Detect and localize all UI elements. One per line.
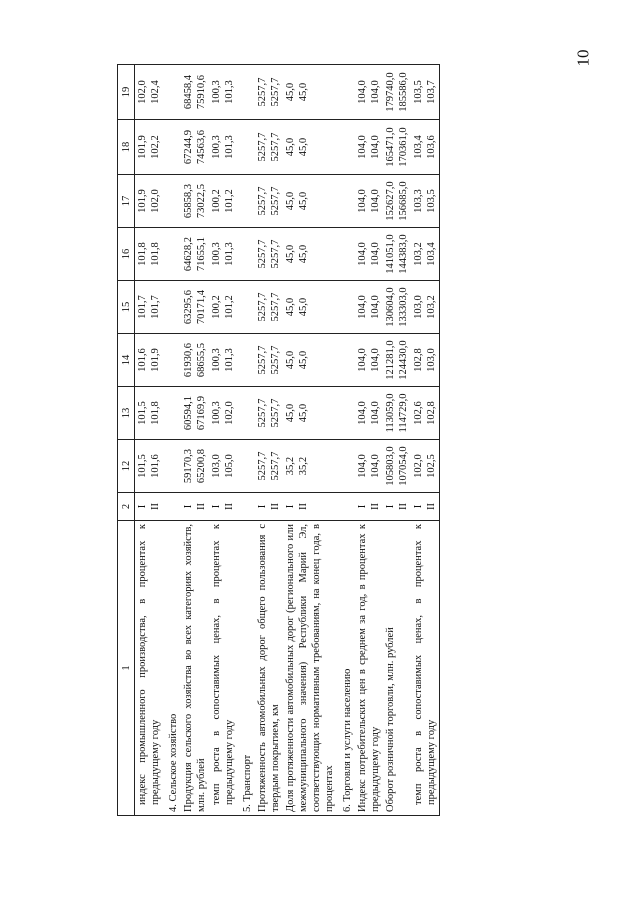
value: 102,8	[413, 348, 424, 372]
value: 75910,6	[196, 74, 207, 110]
header-col-indicator: 1	[118, 521, 135, 816]
value: 101,3	[224, 348, 235, 372]
value: 70171,4	[196, 289, 207, 325]
indicator-label: Индекс потребительских цен в среднем за год, в процентах к предыдущему году	[355, 521, 383, 816]
value: 133303,0	[398, 287, 409, 327]
value-cell	[355, 228, 383, 281]
value: 101,7	[150, 295, 161, 319]
value: 104,0	[370, 189, 381, 213]
value: 170361,0	[398, 127, 409, 167]
value: 45,0	[285, 244, 296, 264]
value-cell	[255, 65, 283, 120]
value-cell	[411, 440, 440, 493]
empty-cell	[163, 120, 181, 175]
value-cell	[411, 334, 440, 387]
header-col-18: 18	[118, 120, 135, 175]
table-header-row	[118, 65, 135, 816]
value-cell	[181, 120, 209, 175]
value: 144383,0	[398, 234, 409, 274]
value: 67244,9	[183, 129, 194, 165]
value: 103,6	[426, 135, 437, 159]
value-cell	[209, 334, 237, 387]
value: 121281,0	[385, 340, 396, 380]
table-row	[411, 65, 440, 816]
empty-cell	[237, 493, 255, 521]
value: 73022,5	[196, 183, 207, 219]
value: 101,9	[137, 189, 148, 213]
table-row	[383, 65, 411, 816]
empty-cell	[237, 334, 255, 387]
value: 103,7	[426, 80, 437, 104]
value: 45,0	[298, 297, 309, 317]
value: 74563,6	[196, 129, 207, 165]
value-cell	[283, 65, 337, 120]
value: 45,0	[298, 82, 309, 102]
value: 65858,3	[183, 183, 194, 219]
value-cell	[181, 387, 209, 440]
value-cell	[383, 281, 411, 334]
value: 5257,7	[257, 345, 268, 375]
value-cell	[209, 387, 237, 440]
value: 104,0	[370, 242, 381, 266]
empty-cell	[337, 334, 355, 387]
value-cell	[181, 175, 209, 228]
value: 103,2	[413, 242, 424, 266]
value: 152627,0	[385, 181, 396, 221]
value: 130604,0	[385, 287, 396, 327]
value: 124430,0	[398, 340, 409, 380]
value: 185586,0	[398, 72, 409, 112]
value: 104,0	[370, 135, 381, 159]
value: 104,0	[370, 80, 381, 104]
value-cell	[355, 281, 383, 334]
value: 101,6	[137, 348, 148, 372]
table-row	[135, 65, 164, 816]
empty-cell	[337, 387, 355, 440]
value: 5257,7	[270, 132, 281, 162]
value-cell	[383, 120, 411, 175]
value: 67169,9	[196, 395, 207, 431]
table-row	[181, 65, 209, 816]
variant-label: I	[211, 504, 222, 509]
value-cell	[181, 440, 209, 493]
value: 45,0	[298, 244, 309, 264]
table-row	[209, 65, 237, 816]
value: 104,0	[370, 348, 381, 372]
value: 141051,0	[385, 234, 396, 274]
header-col-variant: 2	[118, 493, 135, 521]
value: 104,0	[370, 401, 381, 425]
value-cell	[209, 440, 237, 493]
value: 103,3	[413, 189, 424, 213]
value: 5257,7	[257, 186, 268, 216]
value: 5257,7	[257, 239, 268, 269]
section-row	[237, 65, 255, 816]
value: 5257,7	[257, 451, 268, 481]
value: 103,0	[413, 295, 424, 319]
value-cell	[355, 334, 383, 387]
value: 68655,5	[196, 342, 207, 378]
value-cell	[181, 228, 209, 281]
value: 100,2	[211, 295, 222, 319]
value-cell	[411, 120, 440, 175]
value: 103,0	[211, 454, 222, 478]
table-row	[255, 65, 283, 816]
value: 102,5	[426, 454, 437, 478]
value-cell	[355, 65, 383, 120]
rotated-table-container	[117, 65, 535, 816]
value-cell	[283, 440, 337, 493]
value-cell	[209, 120, 237, 175]
value: 5257,7	[257, 398, 268, 428]
value: 101,5	[137, 454, 148, 478]
value: 101,3	[224, 135, 235, 159]
value-cell	[411, 387, 440, 440]
empty-cell	[163, 493, 181, 521]
value-cell	[135, 228, 164, 281]
value: 101,6	[150, 454, 161, 478]
value: 71655,1	[196, 236, 207, 272]
value: 45,0	[298, 403, 309, 423]
variant-label: II	[224, 503, 235, 510]
value-cell	[383, 228, 411, 281]
value: 101,9	[137, 135, 148, 159]
value: 45,0	[298, 191, 309, 211]
value: 45,0	[285, 297, 296, 317]
value: 45,0	[285, 191, 296, 211]
value: 114729,0	[398, 393, 409, 433]
section-title: 5. Транспорт	[237, 521, 255, 816]
value: 101,8	[150, 242, 161, 266]
variant-label: II	[426, 503, 437, 510]
value: 45,0	[285, 82, 296, 102]
value: 45,0	[285, 403, 296, 423]
empty-cell	[163, 175, 181, 228]
variant-cell	[411, 493, 440, 521]
variant-label: I	[357, 504, 368, 509]
value: 104,0	[357, 242, 368, 266]
indicator-label: темп роста в сопоставимых ценах, в процентах к предыдущему году	[411, 521, 440, 816]
indicator-label: темп роста в сопоставимых ценах, в процентах к предыдущему году	[209, 521, 237, 816]
value: 61930,6	[183, 342, 194, 378]
table-row	[283, 65, 337, 816]
variant-cell	[209, 493, 237, 521]
value: 156685,0	[398, 181, 409, 221]
value: 104,0	[370, 454, 381, 478]
empty-cell	[237, 175, 255, 228]
header-col-12: 12	[118, 440, 135, 493]
value: 5257,7	[257, 292, 268, 322]
value-cell	[283, 120, 337, 175]
value: 103,0	[426, 348, 437, 372]
empty-cell	[163, 440, 181, 493]
empty-cell	[163, 387, 181, 440]
value: 5257,7	[270, 186, 281, 216]
value-cell	[135, 387, 164, 440]
value: 102,0	[137, 80, 148, 104]
value: 65200,8	[196, 448, 207, 484]
variant-label: I	[137, 504, 148, 509]
value: 113059,0	[385, 393, 396, 433]
value-cell	[283, 228, 337, 281]
value: 45,0	[285, 137, 296, 157]
value-cell	[135, 334, 164, 387]
value: 103,4	[426, 242, 437, 266]
value: 101,5	[137, 401, 148, 425]
value-cell	[209, 281, 237, 334]
value: 103,2	[426, 295, 437, 319]
value: 60594,1	[183, 395, 194, 431]
empty-cell	[337, 175, 355, 228]
variant-label: II	[298, 503, 309, 510]
value: 101,3	[224, 80, 235, 104]
value: 104,0	[357, 189, 368, 213]
value-cell	[209, 175, 237, 228]
value: 102,0	[150, 189, 161, 213]
value: 101,2	[224, 189, 235, 213]
value: 100,3	[211, 80, 222, 104]
empty-cell	[163, 281, 181, 334]
value-cell	[355, 440, 383, 493]
variant-label: II	[370, 503, 381, 510]
value-cell	[383, 334, 411, 387]
empty-cell	[337, 228, 355, 281]
value-cell	[135, 440, 164, 493]
value-cell	[411, 281, 440, 334]
variant-label: I	[257, 504, 268, 509]
value-cell	[255, 120, 283, 175]
value: 101,8	[137, 242, 148, 266]
variant-label: I	[413, 504, 424, 509]
value: 101,8	[150, 401, 161, 425]
value: 45,0	[285, 350, 296, 370]
variant-label: II	[196, 503, 207, 510]
empty-cell	[237, 65, 255, 120]
value: 104,0	[357, 348, 368, 372]
header-col-19: 19	[118, 65, 135, 120]
value: 100,2	[211, 189, 222, 213]
value: 104,0	[357, 80, 368, 104]
value: 105,0	[224, 454, 235, 478]
value: 5257,7	[257, 132, 268, 162]
indicator-label: Доля протяженности автомобильных дорог (регионального или межмуниципального значения) Республики Марий Эл, соответствующих нормативным требованиям, на конец года, в процентах	[283, 521, 337, 816]
variant-label: II	[150, 503, 161, 510]
empty-cell	[163, 334, 181, 387]
value-cell	[255, 281, 283, 334]
variant-cell	[383, 493, 411, 521]
value: 101,7	[137, 295, 148, 319]
section-title: 4. Сельское хозяйство	[163, 521, 181, 816]
header-col-13: 13	[118, 387, 135, 440]
table-row	[355, 65, 383, 816]
value: 104,0	[357, 401, 368, 425]
variant-label: I	[285, 504, 296, 509]
value-cell	[383, 175, 411, 228]
value-cell	[135, 65, 164, 120]
value: 107054,0	[398, 446, 409, 486]
value: 100,3	[211, 348, 222, 372]
value: 68458,4	[183, 74, 194, 110]
variant-cell	[135, 493, 164, 521]
empty-cell	[337, 120, 355, 175]
value: 103,5	[426, 189, 437, 213]
value-cell	[255, 228, 283, 281]
value: 102,2	[150, 135, 161, 159]
header-col-16: 16	[118, 228, 135, 281]
empty-cell	[237, 228, 255, 281]
value: 179740,0	[385, 72, 396, 112]
value: 5257,7	[270, 345, 281, 375]
value-cell	[283, 334, 337, 387]
value-cell	[383, 440, 411, 493]
variant-cell	[355, 493, 383, 521]
value-cell	[209, 65, 237, 120]
header-col-17: 17	[118, 175, 135, 228]
value: 165471,0	[385, 127, 396, 167]
value: 100,3	[211, 401, 222, 425]
value: 102,0	[413, 454, 424, 478]
forecast-table	[117, 64, 440, 816]
value: 100,3	[211, 242, 222, 266]
value-cell	[181, 65, 209, 120]
variant-label: II	[270, 503, 281, 510]
value: 102,6	[413, 401, 424, 425]
variant-label: I	[385, 504, 396, 509]
value-cell	[135, 175, 164, 228]
value: 5257,7	[270, 77, 281, 107]
value: 45,0	[298, 137, 309, 157]
value-cell	[283, 281, 337, 334]
value-cell	[355, 387, 383, 440]
value: 101,9	[150, 348, 161, 372]
value: 100,3	[211, 135, 222, 159]
header-col-14: 14	[118, 334, 135, 387]
value: 5257,7	[270, 451, 281, 481]
empty-cell	[163, 228, 181, 281]
value-cell	[283, 387, 337, 440]
value-cell	[283, 175, 337, 228]
indicator-label: Продукция сельского хозяйства во всех категориях хозяйств, млн. рублей	[181, 521, 209, 816]
value: 104,0	[370, 295, 381, 319]
value-cell	[255, 175, 283, 228]
value: 103,4	[413, 135, 424, 159]
value: 104,0	[357, 135, 368, 159]
value: 64628,2	[183, 236, 194, 272]
empty-cell	[337, 65, 355, 120]
header-col-15: 15	[118, 281, 135, 334]
variant-label: I	[183, 504, 194, 509]
section-row	[337, 65, 355, 816]
value: 45,0	[298, 350, 309, 370]
value-cell	[355, 175, 383, 228]
value: 101,2	[224, 295, 235, 319]
value-cell	[181, 334, 209, 387]
value: 35,2	[285, 456, 296, 476]
value: 105803,0	[385, 446, 396, 486]
variant-cell	[255, 493, 283, 521]
variant-cell	[283, 493, 337, 521]
value: 63295,6	[183, 289, 194, 325]
empty-cell	[237, 387, 255, 440]
indicator-label: Протяженность автомобильных дорог общего пользования с твердым покрытием, км	[255, 521, 283, 816]
value-cell	[135, 281, 164, 334]
empty-cell	[237, 281, 255, 334]
section-title: 6. Торговля и услуги населению	[337, 521, 355, 816]
value: 5257,7	[270, 239, 281, 269]
value-cell	[255, 334, 283, 387]
section-row	[163, 65, 181, 816]
value: 59170,3	[183, 448, 194, 484]
value-cell	[411, 175, 440, 228]
value-cell	[181, 281, 209, 334]
value-cell	[355, 120, 383, 175]
value: 104,0	[357, 295, 368, 319]
value: 35,2	[298, 456, 309, 476]
value: 5257,7	[270, 292, 281, 322]
value-cell	[135, 120, 164, 175]
value-cell	[209, 228, 237, 281]
value-cell	[383, 65, 411, 120]
value: 102,8	[426, 401, 437, 425]
value: 101,3	[224, 242, 235, 266]
empty-cell	[337, 440, 355, 493]
value-cell	[255, 387, 283, 440]
indicator-label: Оборот розничной торговли, млн. рублей	[383, 521, 411, 816]
value-cell	[411, 65, 440, 120]
value: 102,0	[224, 401, 235, 425]
empty-cell	[237, 120, 255, 175]
empty-cell	[337, 493, 355, 521]
value: 5257,7	[270, 398, 281, 428]
value: 5257,7	[257, 77, 268, 107]
indicator-label: индекс промышленного производства, в процентах к предыдущему году	[135, 521, 164, 816]
page-number: 10	[573, 49, 593, 67]
value-cell	[383, 387, 411, 440]
empty-cell	[163, 65, 181, 120]
value: 103,5	[413, 80, 424, 104]
empty-cell	[237, 440, 255, 493]
value-cell	[411, 228, 440, 281]
table-body	[135, 65, 440, 816]
variant-label: II	[398, 503, 409, 510]
value: 102,4	[150, 80, 161, 104]
empty-cell	[337, 281, 355, 334]
value: 104,0	[357, 454, 368, 478]
variant-cell	[181, 493, 209, 521]
value-cell	[255, 440, 283, 493]
